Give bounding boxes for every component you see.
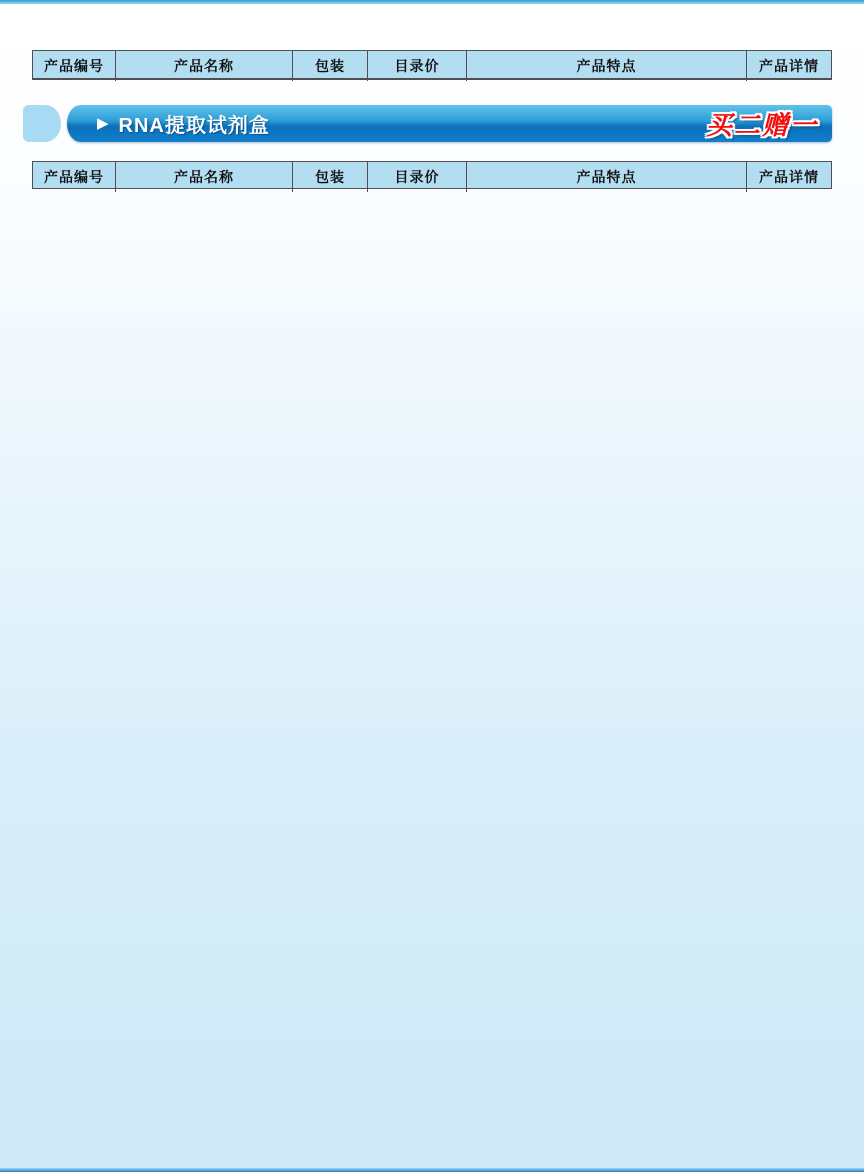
table-header-row [33, 51, 831, 79]
column-header: 产品特点 [467, 162, 747, 192]
promo-badge: 买二赠一 [705, 110, 818, 140]
column-header: 产品特点 [467, 51, 747, 81]
banner-bar [67, 105, 832, 142]
column-header: 产品编号 [33, 51, 116, 81]
column-header: 产品详情 [759, 169, 819, 185]
column-header: 目录价 [368, 162, 467, 192]
catalog-content [32, 50, 832, 189]
column-header: 产品名称 [116, 162, 293, 192]
play-arrow-icon: ▶ [97, 115, 109, 132]
rna-products-table [32, 161, 832, 189]
top-edge-strip [0, 0, 864, 4]
dna-products-table [32, 50, 832, 80]
bottom-edge-strip [0, 1168, 864, 1172]
column-header: 目录价 [368, 51, 467, 81]
column-header: 产品名称 [116, 51, 293, 81]
section-title: RNA提取试剂盒 [118, 115, 270, 137]
column-header: 产品详情 [759, 58, 819, 74]
column-header: 产品编号 [33, 162, 116, 192]
column-header: 包装 [293, 162, 368, 192]
banner-cap-shape [23, 105, 61, 142]
column-header: 包装 [293, 51, 368, 81]
section-banner-rna-kits [23, 105, 832, 142]
table-header-row [32, 161, 832, 189]
